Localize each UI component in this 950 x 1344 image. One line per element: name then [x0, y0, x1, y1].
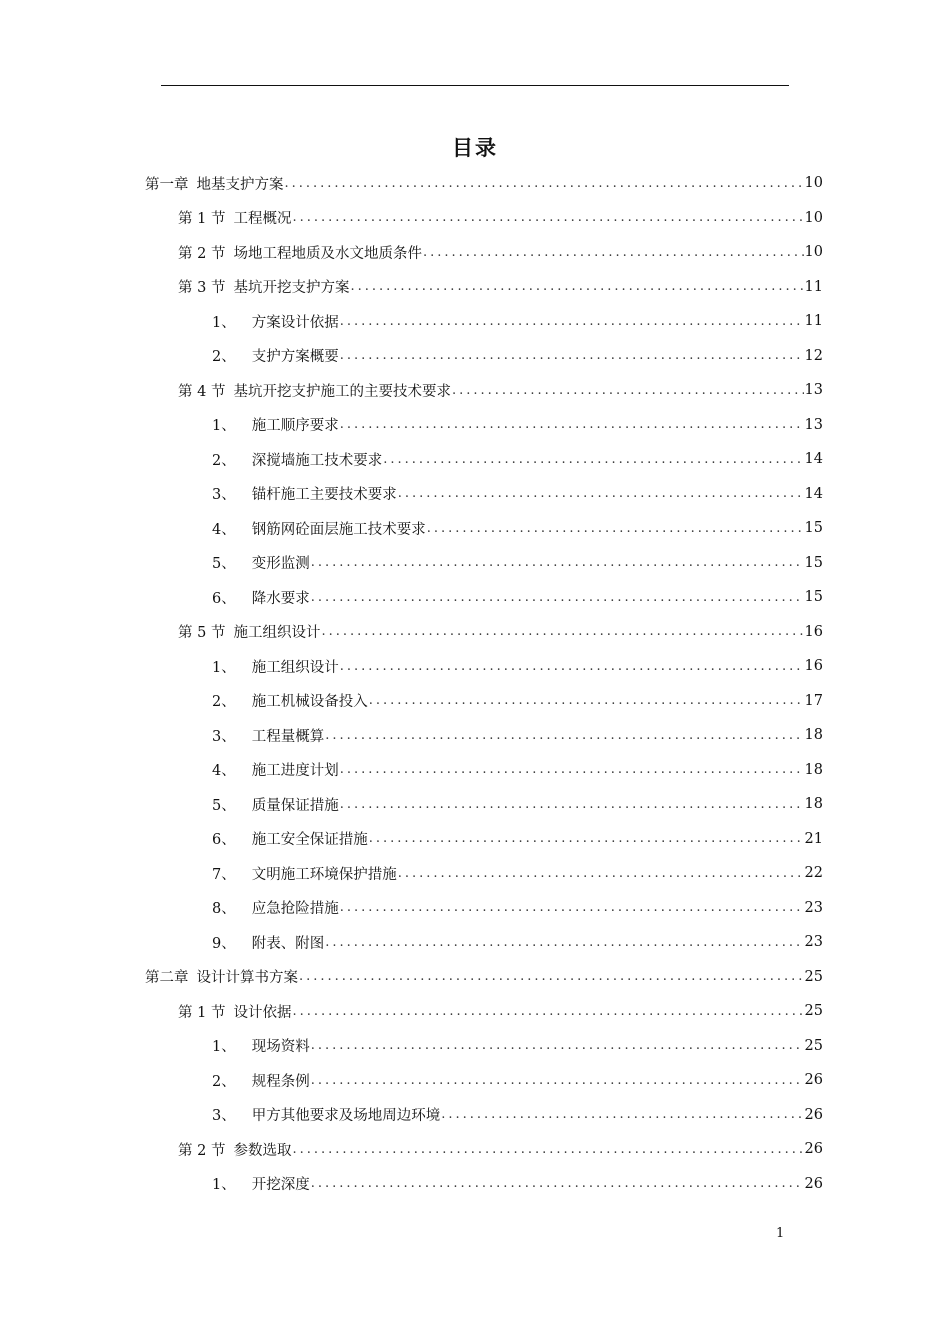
toc-entry-title: 钢筋网砼面层施工技术要求	[251, 521, 426, 538]
toc-entry-title: 应急抢险措施	[251, 901, 339, 917]
toc-entry-page: 10	[804, 175, 823, 191]
toc-entry-number: 6、	[212, 590, 236, 607]
toc-entry-number: 3、	[212, 728, 236, 745]
toc-entry-page: 13	[804, 382, 823, 398]
toc-entry-page: 26	[804, 1106, 823, 1123]
toc-entry-title: 施工安全保证措施	[251, 832, 368, 848]
toc-entry-number: 第 1 节	[178, 211, 226, 227]
toc-entry-title: 工程概况	[233, 211, 292, 227]
toc-entry-level-3[interactable]	[212, 511, 823, 545]
toc-entry-page: 21	[804, 830, 823, 847]
toc-dot-leader	[369, 831, 804, 846]
toc-entry-level-3[interactable]	[212, 891, 823, 925]
toc-entry-title: 施工顺序要求	[251, 418, 339, 434]
toc-entry-level-3[interactable]	[212, 304, 823, 338]
header-rule	[161, 85, 789, 86]
toc-entry-level-3[interactable]	[212, 649, 823, 683]
toc-dot-leader	[311, 1038, 804, 1053]
toc-dot-leader	[325, 728, 803, 743]
toc-dot-leader	[292, 1004, 803, 1019]
toc-entry-title: 工程量概算	[251, 728, 325, 745]
toc-entry-page: 10	[804, 209, 823, 226]
toc-entry-number: 第 2 节	[178, 245, 226, 262]
toc-dot-leader	[369, 693, 804, 708]
toc-entry-number: 第 5 节	[178, 625, 226, 641]
toc-entry-page: 16	[804, 658, 823, 674]
toc-entry-title: 开挖深度	[251, 1177, 310, 1193]
toc-entry-number: 第 3 节	[178, 280, 226, 296]
toc-dot-leader	[311, 1176, 804, 1191]
toc-entry-level-3[interactable]	[212, 856, 823, 890]
toc-entry-level-2[interactable]	[178, 615, 823, 649]
toc-entry-number: 4、	[212, 521, 236, 538]
toc-dot-leader	[285, 176, 804, 191]
toc-dot-leader	[292, 1142, 803, 1157]
toc-dot-leader	[398, 866, 804, 881]
toc-dot-leader	[340, 417, 804, 432]
toc-dot-leader	[325, 935, 803, 950]
toc-entry-level-3[interactable]	[212, 753, 823, 787]
toc-entry-title: 降水要求	[251, 590, 310, 607]
toc-dot-leader	[441, 1107, 803, 1122]
toc-entry-level-2[interactable]	[178, 235, 823, 269]
toc-entry-title: 施工机械设备投入	[251, 694, 368, 710]
toc-dot-leader	[311, 590, 804, 605]
toc-entry-number: 1、	[212, 314, 236, 331]
toc-entry-page: 15	[804, 520, 823, 536]
toc-entry-level-3[interactable]	[212, 1029, 823, 1063]
toc-entry-title: 甲方其他要求及场地周边环境	[251, 1108, 441, 1124]
toc-entry-number: 8、	[212, 901, 236, 917]
toc-entry-title: 基坑开挖支护施工的主要技术要求	[233, 383, 451, 400]
toc-dot-leader	[340, 762, 804, 777]
toc-entry-number: 6、	[212, 832, 236, 848]
toc-entry-level-2[interactable]	[178, 270, 823, 304]
toc-entry-title: 现场资料	[251, 1039, 310, 1055]
toc-entry-page: 18	[804, 761, 823, 778]
page-number: 1	[776, 1226, 785, 1241]
toc-entry-number: 2、	[212, 694, 236, 710]
toc-entry-number: 1、	[212, 659, 236, 676]
toc-entry-number: 7、	[212, 866, 236, 883]
toc-entry-page: 11	[804, 278, 823, 295]
toc-dot-leader	[423, 245, 804, 260]
toc-entry-page: 25	[804, 1003, 823, 1019]
toc-entry-number: 第 1 节	[178, 1004, 226, 1021]
toc-entry-title: 锚杆施工主要技术要求	[251, 487, 397, 503]
toc-entry-page: 18	[804, 796, 823, 812]
toc-entry-number: 9、	[212, 935, 236, 952]
toc-entry-level-1[interactable]	[145, 166, 823, 200]
toc-entry-number: 1、	[212, 1039, 236, 1055]
toc-entry-level-3[interactable]	[212, 718, 823, 752]
toc-entry-title: 质量保证措施	[251, 797, 339, 814]
toc-entry-number: 5、	[212, 797, 236, 814]
toc-entry-page: 15	[804, 554, 823, 571]
toc-entry-page: 26	[804, 1175, 823, 1192]
toc-entry-page: 23	[804, 934, 823, 950]
toc-entry-level-3[interactable]	[212, 1063, 823, 1097]
toc-entry-number: 第一章	[145, 176, 189, 193]
toc-entry-level-3[interactable]	[212, 1098, 823, 1132]
toc-entry-title: 深搅墙施工技术要求	[251, 452, 383, 469]
toc-entry-title: 规程条例	[251, 1073, 310, 1090]
toc-entry-page: 22	[804, 865, 823, 881]
toc-entry-level-2[interactable]	[178, 201, 823, 235]
toc-entry-title: 基坑开挖支护方案	[233, 280, 350, 296]
toc-entry-title: 变形监测	[251, 556, 310, 572]
toc-entry-page: 23	[804, 899, 823, 916]
toc-entry-page: 26	[804, 1072, 823, 1088]
toc-entry-title: 文明施工环境保护措施	[251, 866, 397, 883]
toc-entry-page: 14	[804, 485, 823, 502]
toc-entry-title: 场地工程地质及水文地质条件	[233, 245, 422, 262]
toc-entry-level-3[interactable]	[212, 684, 823, 718]
toc-dot-leader	[340, 348, 804, 363]
toc-entry-level-1[interactable]	[145, 960, 823, 994]
toc-entry-title: 方案设计依据	[251, 314, 339, 331]
toc-entry-level-3[interactable]	[212, 787, 823, 821]
toc-entry-title: 支护方案概要	[251, 349, 339, 365]
toc-entry-level-3[interactable]	[212, 339, 823, 373]
toc-entry-level-3[interactable]	[212, 1167, 823, 1201]
toc-entry-level-3[interactable]	[212, 580, 823, 614]
toc-entry-title: 设计依据	[233, 1004, 292, 1021]
toc-entry-title: 设计计算书方案	[196, 970, 298, 986]
toc-entry-title: 地基支护方案	[196, 176, 284, 193]
toc-entry-number: 2、	[212, 349, 236, 365]
toc-entry-page: 13	[804, 416, 823, 433]
toc-entry-page: 17	[804, 692, 823, 709]
toc-entry-number: 5、	[212, 556, 236, 572]
toc-entry-level-2[interactable]	[178, 1132, 823, 1166]
toc-dot-leader	[340, 900, 804, 915]
toc-dot-leader	[311, 555, 804, 570]
toc-dot-leader	[427, 521, 804, 536]
toc-entry-page: 12	[804, 347, 823, 364]
toc-dot-leader	[321, 624, 803, 639]
toc-entry-title: 附表、附图	[251, 935, 325, 952]
toc-entry-level-3[interactable]	[212, 442, 823, 476]
toc-dot-leader	[350, 279, 803, 294]
toc-dot-leader	[311, 1073, 804, 1088]
toc-entry-page: 25	[804, 968, 823, 985]
toc-dot-leader	[340, 314, 804, 329]
toc-dot-leader	[398, 486, 804, 501]
toc-entry-level-2[interactable]	[178, 373, 823, 407]
toc-entry-page: 10	[804, 244, 823, 260]
toc-entry-level-3[interactable]	[212, 822, 823, 856]
toc-entry-number: 2、	[212, 452, 236, 469]
toc-entry-level-3[interactable]	[212, 925, 823, 959]
toc-entry-title: 施工组织设计	[233, 625, 321, 641]
toc-entry-page: 15	[804, 589, 823, 605]
toc-entry-page: 11	[804, 313, 823, 329]
toc-dot-leader	[292, 210, 803, 225]
toc-entry-title: 施工组织设计	[251, 659, 339, 676]
toc-entry-number: 3、	[212, 487, 236, 503]
toc-entry-level-3[interactable]	[212, 477, 823, 511]
toc-entry-level-3[interactable]	[212, 546, 823, 580]
toc-entry-number: 1、	[212, 1177, 236, 1193]
toc-dot-leader	[340, 797, 804, 812]
toc-entry-page: 26	[804, 1141, 823, 1157]
toc-title: 目录	[452, 136, 498, 160]
toc-entry-number: 第二章	[145, 970, 189, 986]
toc-entry-page: 16	[804, 623, 823, 640]
toc-dot-leader	[299, 969, 804, 984]
toc-entry-level-3[interactable]	[212, 408, 823, 442]
toc-entry-title: 施工进度计划	[251, 763, 339, 779]
toc-entry-number: 1、	[212, 418, 236, 434]
toc-entry-page: 18	[804, 727, 823, 743]
toc-entry-number: 3、	[212, 1108, 236, 1124]
toc-dot-leader	[383, 452, 803, 467]
toc-entry-level-2[interactable]	[178, 994, 823, 1028]
toc-dot-leader	[452, 383, 804, 398]
toc-dot-leader	[340, 659, 804, 674]
toc-entry-number: 第 4 节	[178, 383, 226, 400]
toc-entry-number: 第 2 节	[178, 1142, 226, 1159]
toc-entry-number: 4、	[212, 763, 236, 779]
toc-entry-title: 参数选取	[233, 1142, 292, 1159]
toc-entry-page: 14	[804, 451, 823, 467]
toc-entry-page: 25	[804, 1037, 823, 1054]
toc-entry-number: 2、	[212, 1073, 236, 1090]
